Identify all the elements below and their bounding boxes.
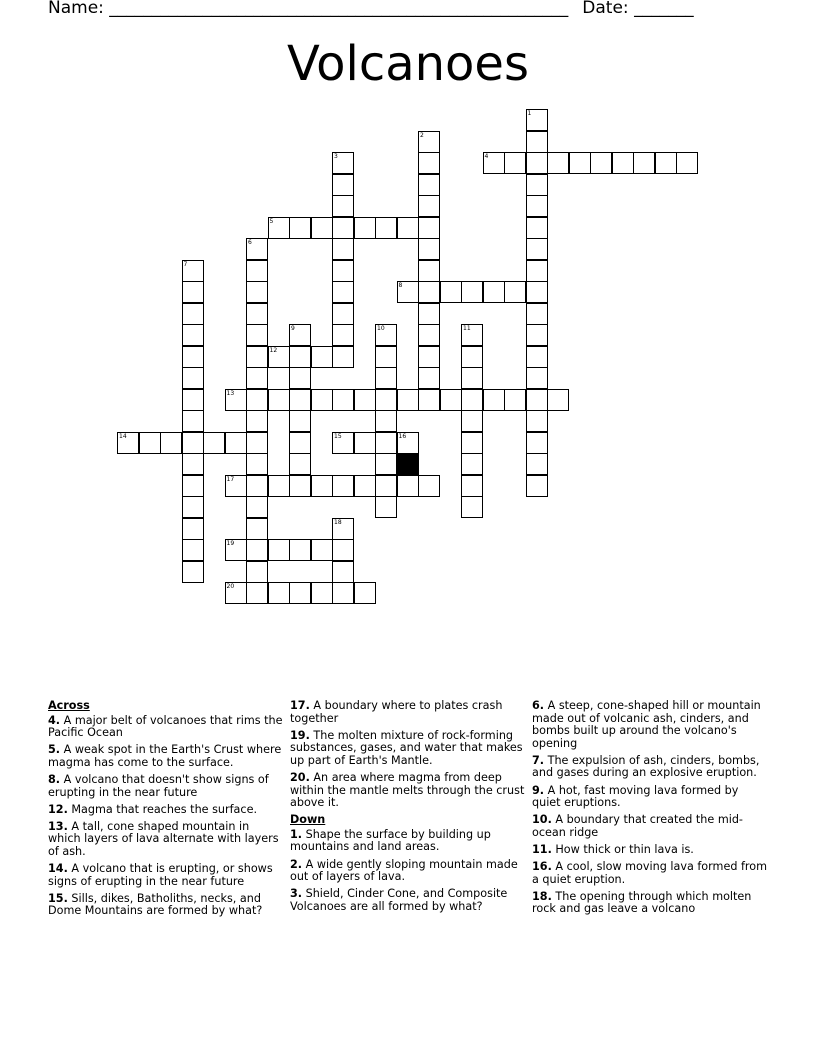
crossword-cell[interactable]: [397, 475, 419, 497]
crossword-cell[interactable]: [504, 389, 526, 411]
crossword-cell[interactable]: [461, 432, 483, 454]
name-label: Name:: [48, 0, 104, 18]
clue-text: Magma that reaches the surface.: [71, 802, 258, 816]
crossword-cell[interactable]: [289, 367, 311, 389]
crossword-cell[interactable]: [375, 475, 397, 497]
cell-number: 4: [484, 153, 489, 160]
crossword-cell[interactable]: [182, 410, 204, 432]
clue-text: Sills, dikes, Batholiths, necks, and Dome Mountains are formed by what?: [48, 891, 263, 918]
crossword-cell[interactable]: [655, 152, 677, 174]
crossword-cell[interactable]: [375, 346, 397, 368]
crossword-cell[interactable]: [182, 324, 204, 346]
crossword-cell[interactable]: [225, 389, 247, 411]
crossword-cell[interactable]: [182, 453, 204, 475]
clue-across-12: [48, 804, 284, 817]
crossword-cell[interactable]: [332, 475, 354, 497]
crossword-cell[interactable]: [289, 582, 311, 604]
crossword-cell[interactable]: [332, 238, 354, 260]
clue-number: 20.: [290, 770, 310, 784]
crossword-cell[interactable]: [182, 389, 204, 411]
crossword-cell[interactable]: [182, 475, 204, 497]
cell-number: 9: [291, 325, 295, 332]
cell-number: 16: [398, 432, 407, 440]
clue-across-19: [290, 730, 526, 768]
crossword-cell[interactable]: [182, 281, 204, 303]
clue-text: The expulsion of ash, cinders, bombs, and gases during an explosive eruption.: [532, 753, 760, 780]
crossword-cell[interactable]: [461, 324, 483, 346]
crossword-cell[interactable]: [182, 432, 204, 454]
clue-number: 4.: [48, 713, 61, 727]
clue-text: How thick or thin lava is.: [555, 842, 694, 856]
clue-number: 12.: [48, 802, 68, 816]
crossword-cell[interactable]: [182, 518, 204, 540]
clue-number: 11.: [532, 842, 552, 856]
page-title: Volcanoes: [287, 36, 529, 92]
crossword-cell[interactable]: [332, 152, 354, 174]
clue-text: A cool, slow moving lava formed from a quiet eruption.: [532, 860, 768, 886]
crossword-cell[interactable]: [375, 217, 397, 239]
crossword-cell[interactable]: [289, 324, 311, 346]
clue-number: 9.: [532, 783, 545, 797]
crossword-cell[interactable]: [311, 582, 333, 604]
clue-number: 14.: [48, 862, 68, 876]
crossword-cell[interactable]: [633, 152, 655, 174]
crossword-cell[interactable]: [354, 217, 376, 239]
crossword-cell[interactable]: [504, 281, 526, 303]
crossword-cell[interactable]: [268, 346, 290, 368]
crossword-cell[interactable]: [354, 432, 376, 454]
cell-number: 20: [226, 583, 235, 590]
clue-number: 13.: [48, 819, 68, 833]
clue-across-13: [48, 821, 284, 859]
crossword-cell[interactable]: [418, 152, 440, 174]
crossword-cell[interactable]: [461, 410, 483, 432]
crossword-cell[interactable]: [182, 539, 204, 561]
clue-down-2: [290, 859, 526, 884]
crossword-cell[interactable]: [375, 453, 397, 475]
cell-number: 19: [226, 540, 235, 547]
crossword-cell[interactable]: [461, 496, 483, 518]
clues-column-1: [48, 700, 284, 922]
crossword-cell[interactable]: [526, 174, 548, 196]
crossword-cell[interactable]: [418, 281, 440, 303]
clue-text: A boundary that created the mid-ocean ridge: [532, 813, 743, 839]
crossword-cell[interactable]: [332, 174, 354, 196]
clue-down-9: [532, 785, 768, 810]
crossword-cell[interactable]: [375, 389, 397, 411]
crossword-cell[interactable]: [289, 539, 311, 561]
clue-down-10: [532, 814, 768, 839]
crossword-cell[interactable]: [526, 217, 548, 239]
crossword-cell[interactable]: [332, 260, 354, 282]
clues-column-2: [290, 700, 526, 918]
cell-number: 14: [119, 432, 127, 440]
cell-number: 8: [398, 282, 403, 289]
crossword-cell[interactable]: [354, 475, 376, 497]
clue-number: 17.: [290, 699, 310, 712]
crossword-cell[interactable]: [547, 152, 569, 174]
crossword-cell[interactable]: [332, 303, 354, 325]
clue-text: A volcano that doesn't show signs of erupting in the near future: [48, 772, 269, 799]
crossword-cell[interactable]: [526, 152, 548, 174]
clue-across-17: [290, 700, 526, 725]
crossword-cell[interactable]: [461, 389, 483, 411]
crossword-cell[interactable]: [375, 324, 397, 346]
clue-text: A boundary where to plates crash together: [290, 699, 503, 725]
crossword-cell[interactable]: [246, 238, 268, 260]
crossword-cell[interactable]: [246, 561, 268, 583]
clue-number: 10.: [532, 813, 552, 827]
crossword-black-cell: [397, 453, 419, 475]
crossword-cell[interactable]: [418, 324, 440, 346]
date-field[interactable]: _______: [634, 0, 694, 18]
clue-text: Shape the surface by building up mountains and land areas.: [290, 827, 491, 854]
crossword-cell[interactable]: [246, 303, 268, 325]
crossword-cell[interactable]: [375, 496, 397, 518]
crossword-cell[interactable]: [526, 410, 548, 432]
crossword-cell[interactable]: [311, 346, 333, 368]
crossword-cell[interactable]: [246, 496, 268, 518]
crossword-cell[interactable]: [418, 174, 440, 196]
clue-number: 16.: [532, 860, 552, 874]
crossword-cell[interactable]: [526, 324, 548, 346]
crossword-cell[interactable]: [461, 475, 483, 497]
cell-number: 3: [334, 153, 338, 160]
crossword-cell[interactable]: [375, 432, 397, 454]
crossword-cell[interactable]: [246, 281, 268, 303]
clue-number: 18.: [532, 889, 552, 903]
crossword-cell[interactable]: [182, 260, 204, 282]
crossword-cell[interactable]: [418, 195, 440, 217]
cell-number: 10: [377, 325, 385, 332]
cell-number: 18: [334, 518, 342, 526]
date-label: Date:: [582, 0, 629, 18]
clue-number: 2.: [290, 857, 303, 871]
crossword-cell[interactable]: [182, 303, 204, 325]
crossword-cell[interactable]: [182, 346, 204, 368]
crossword-cell[interactable]: [526, 389, 548, 411]
crossword-cell[interactable]: [289, 346, 311, 368]
crossword-cell[interactable]: [526, 367, 548, 389]
crossword-cell[interactable]: [397, 217, 419, 239]
crossword-cell[interactable]: [418, 131, 440, 153]
crossword-cell[interactable]: [526, 260, 548, 282]
crossword-cell[interactable]: [246, 582, 268, 604]
crossword-cell[interactable]: [526, 432, 548, 454]
crossword-cell[interactable]: [526, 303, 548, 325]
crossword-cell[interactable]: [547, 389, 569, 411]
crossword-cell[interactable]: [354, 582, 376, 604]
crossword-cell[interactable]: [182, 561, 204, 583]
crossword-cell[interactable]: [225, 539, 247, 561]
crossword-cell[interactable]: [117, 432, 139, 454]
crossword-cell[interactable]: [590, 152, 612, 174]
crossword-cell[interactable]: [418, 238, 440, 260]
crossword-cell[interactable]: [440, 389, 462, 411]
clue-number: 6.: [532, 699, 545, 712]
crossword-cell[interactable]: [526, 109, 548, 131]
crossword-cell[interactable]: [246, 432, 268, 454]
crossword-cell[interactable]: [225, 475, 247, 497]
crossword-cell[interactable]: [246, 367, 268, 389]
clue-text: An area where magma from deep within the mantle melts through the crust above it.: [290, 770, 525, 810]
clue-down-3: [290, 888, 526, 913]
crossword-cell[interactable]: [526, 346, 548, 368]
cell-number: 11: [463, 325, 471, 332]
crossword-cell[interactable]: [461, 281, 483, 303]
clue-across-8: [48, 774, 284, 799]
clue-text: A volcano that is erupting, or shows signs of erupting in the near future: [48, 862, 273, 888]
crossword-cell[interactable]: [311, 475, 333, 497]
cell-number: 6: [248, 239, 252, 246]
crossword-cell[interactable]: [461, 367, 483, 389]
crossword-cell[interactable]: [160, 432, 182, 454]
crossword-cell[interactable]: [332, 518, 354, 540]
crossword-cell[interactable]: [569, 152, 591, 174]
crossword-cell[interactable]: [526, 475, 548, 497]
clue-down-16: [532, 861, 768, 886]
cell-number: 5: [269, 217, 274, 225]
crossword-cell[interactable]: [332, 539, 354, 561]
cell-number: 2: [420, 131, 424, 139]
crossword-cell[interactable]: [268, 582, 290, 604]
crossword-cell[interactable]: [526, 131, 548, 153]
crossword-cell[interactable]: [289, 475, 311, 497]
clue-down-7: [532, 755, 768, 780]
clue-across-20: [290, 772, 526, 810]
crossword-cell[interactable]: [246, 410, 268, 432]
clue-number: 1.: [290, 827, 303, 841]
cell-number: 1: [527, 110, 532, 117]
crossword-cell[interactable]: [418, 475, 440, 497]
crossword-cell[interactable]: [332, 217, 354, 239]
clue-down-11: [532, 844, 768, 857]
crossword-cell[interactable]: [418, 260, 440, 282]
crossword-cell[interactable]: [246, 518, 268, 540]
crossword-cell[interactable]: [332, 195, 354, 217]
clue-number: 15.: [48, 891, 68, 905]
crossword-cell[interactable]: [332, 389, 354, 411]
clue-number: 8.: [48, 772, 61, 786]
clue-text: The opening through which molten rock and gas leave a volcano: [532, 889, 752, 916]
crossword-cell[interactable]: [526, 238, 548, 260]
crossword-cell[interactable]: [268, 539, 290, 561]
cell-number: 7: [183, 260, 188, 268]
crossword-cell[interactable]: [332, 346, 354, 368]
crossword-cell[interactable]: [526, 453, 548, 475]
cell-number: 17: [226, 475, 235, 483]
clue-number: 19.: [290, 728, 310, 742]
clue-number: 7.: [532, 753, 545, 767]
clue-down-1: [290, 829, 526, 854]
crossword-cell[interactable]: [289, 432, 311, 454]
clue-across-14: [48, 863, 284, 888]
name-field[interactable]: ______________________________________________________: [109, 0, 569, 18]
clue-text: A wide gently sloping mountain made out of layers of lava.: [290, 857, 518, 884]
clue-text: A tall, cone shaped mountain in which layers of lava alternate with layers of ash.: [48, 819, 279, 858]
crossword-cell[interactable]: [332, 432, 354, 454]
cell-number: 15: [334, 432, 342, 440]
crossword-cell[interactable]: [225, 582, 247, 604]
crossword-cell[interactable]: [289, 389, 311, 411]
crossword-cell[interactable]: [139, 432, 161, 454]
crossword-cell[interactable]: [504, 152, 526, 174]
crossword-cell[interactable]: [397, 281, 419, 303]
crossword-cell[interactable]: [612, 152, 634, 174]
clue-text: Shield, Cinder Cone, and Composite Volcanoes are all formed by what?: [290, 887, 508, 913]
crossword-cell[interactable]: [332, 582, 354, 604]
crossword-cell[interactable]: [461, 346, 483, 368]
crossword-cell[interactable]: [418, 389, 440, 411]
clue-down-6: [532, 700, 768, 750]
crossword-cell[interactable]: [246, 346, 268, 368]
clue-across-5: [48, 744, 284, 769]
cell-number: 13: [226, 389, 235, 397]
crossword-cell[interactable]: [246, 453, 268, 475]
header: [48, 0, 768, 20]
crossword-cell[interactable]: [268, 475, 290, 497]
crossword-cell[interactable]: [289, 410, 311, 432]
crossword-cell[interactable]: [182, 496, 204, 518]
crossword-cell[interactable]: [289, 453, 311, 475]
crossword-cell[interactable]: [225, 432, 247, 454]
crossword-cell[interactable]: [203, 432, 225, 454]
crossword-cell[interactable]: [397, 432, 419, 454]
crossword-cell[interactable]: [418, 303, 440, 325]
across-heading: Across: [48, 699, 90, 712]
crossword-cell[interactable]: [182, 367, 204, 389]
clue-text: A steep, cone-shaped hill or mountain made out of volcanic ash, cinders, and bombs built up around the volcano's opening: [532, 699, 761, 750]
crossword-cell[interactable]: [311, 389, 333, 411]
cell-number: 12: [269, 346, 278, 354]
crossword-cell[interactable]: [332, 324, 354, 346]
crossword-cell[interactable]: [375, 410, 397, 432]
crossword-cell[interactable]: [332, 561, 354, 583]
crossword-cell[interactable]: [354, 389, 376, 411]
clue-text: A hot, fast moving lava formed by quiet eruptions.: [532, 783, 739, 810]
crossword-cell[interactable]: [397, 389, 419, 411]
clue-number: 5.: [48, 743, 61, 757]
crossword-cell[interactable]: [246, 539, 268, 561]
crossword-cell[interactable]: [332, 281, 354, 303]
clue-down-18: [532, 891, 768, 916]
clue-text: The molten mixture of rock-forming substances, gases, and water that makes up part of Earth's Mantle.: [290, 728, 523, 767]
clues-column-3: [532, 700, 768, 920]
clue-number: 3.: [290, 887, 303, 901]
crossword-cell[interactable]: [526, 195, 548, 217]
clue-text: A major belt of volcanoes that rims the Pacific Ocean: [48, 713, 283, 740]
crossword-cell[interactable]: [418, 346, 440, 368]
crossword-cell[interactable]: [246, 324, 268, 346]
crossword-cell[interactable]: [246, 389, 268, 411]
crossword-cell[interactable]: [440, 281, 462, 303]
crossword-cell[interactable]: [289, 217, 311, 239]
crossword-cell[interactable]: [483, 152, 505, 174]
crossword-cell[interactable]: [311, 539, 333, 561]
crossword-cell[interactable]: [268, 217, 290, 239]
crossword-cell[interactable]: [375, 367, 397, 389]
crossword-cell[interactable]: [526, 281, 548, 303]
crossword-cell[interactable]: [483, 389, 505, 411]
down-heading: Down: [290, 813, 326, 827]
clue-across-4: [48, 715, 284, 740]
crossword-cell[interactable]: [461, 453, 483, 475]
crossword-cell[interactable]: [268, 389, 290, 411]
crossword-cell[interactable]: [246, 260, 268, 282]
crossword-cell[interactable]: [483, 281, 505, 303]
clue-text: A weak spot in the Earth's Crust where magma has come to the surface.: [48, 743, 282, 769]
crossword-cell[interactable]: [418, 367, 440, 389]
crossword-cell[interactable]: [311, 217, 333, 239]
clue-across-15: [48, 893, 284, 918]
crossword-cell[interactable]: [676, 152, 698, 174]
crossword-cell[interactable]: [246, 475, 268, 497]
crossword-cell[interactable]: [418, 217, 440, 239]
